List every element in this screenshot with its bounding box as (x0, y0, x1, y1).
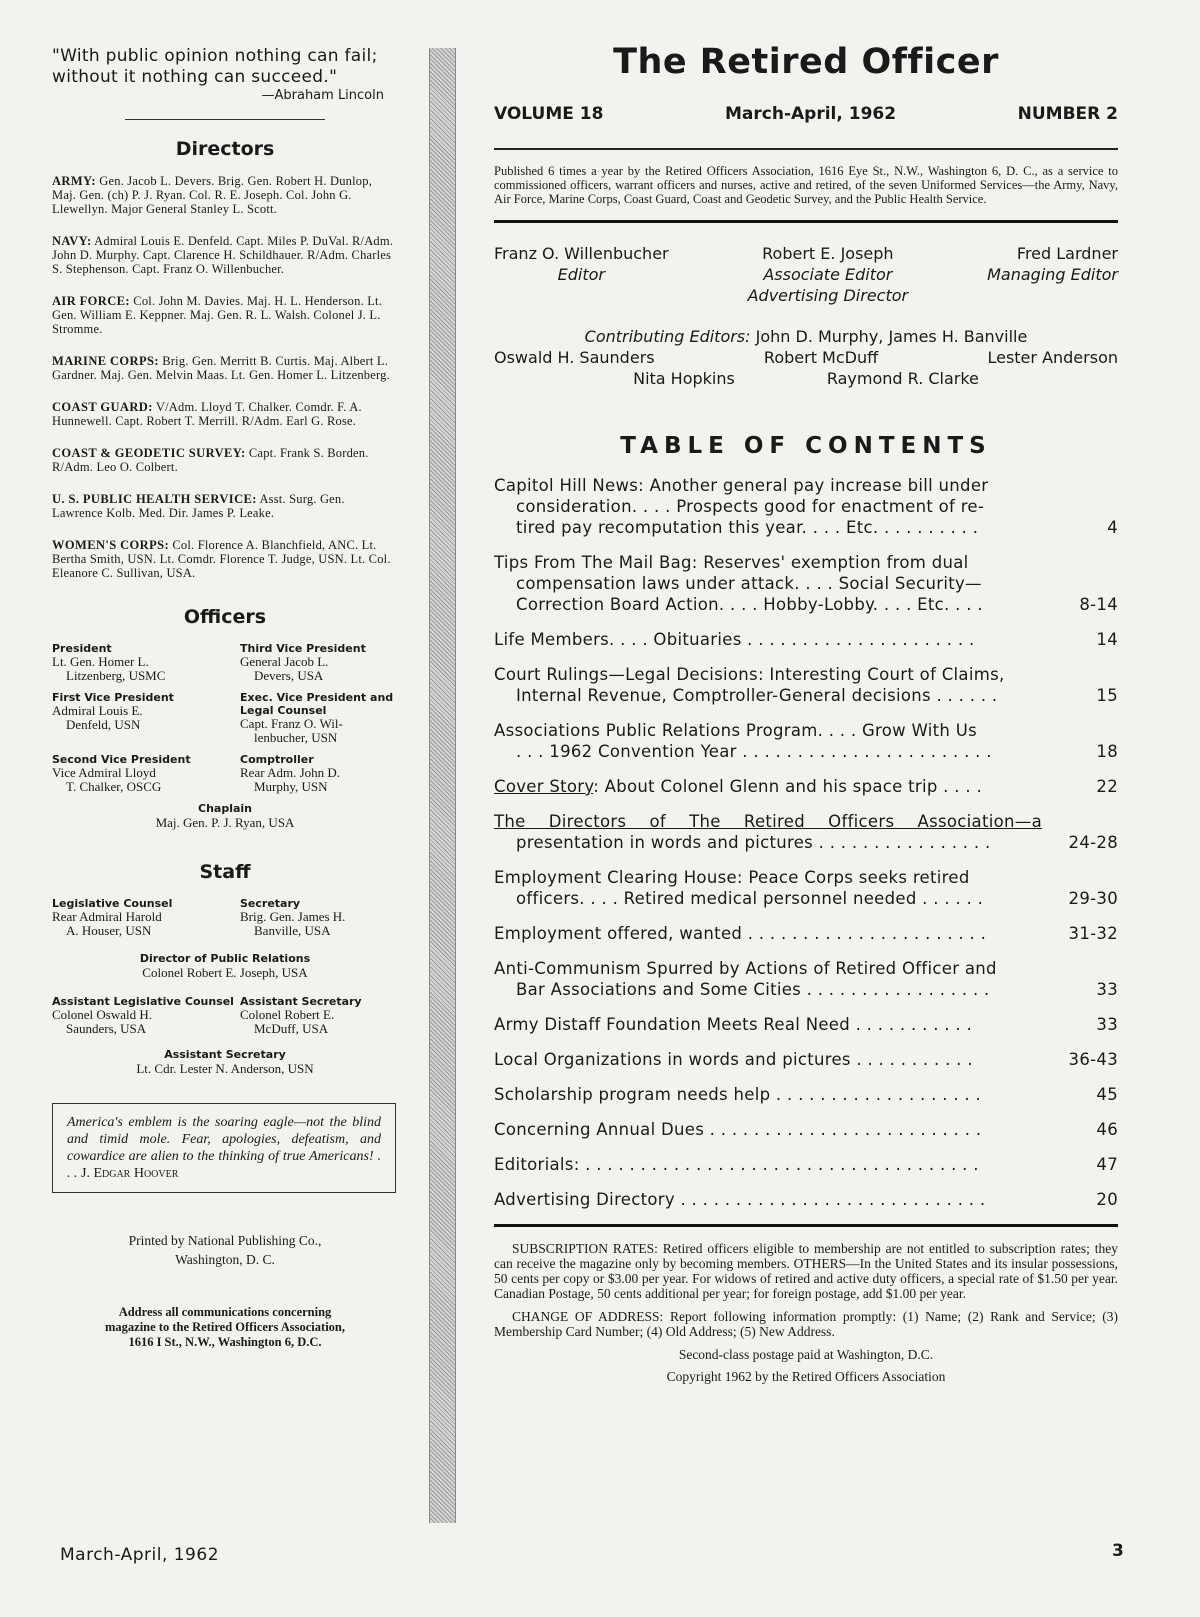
managing-role: Managing Editor (987, 265, 1118, 284)
toc-page-number: 14 (1096, 630, 1118, 649)
officer-name: Admiral Louis E. (52, 703, 143, 718)
subscription-rates: SUBSCRIPTION RATES: Retired officers eligible to membership are not entitled to subscription rates; they can receive the magazine only by becoming members. OTHERS—In the United States and its insular possessions, 50 cents per copy or $3.00 per year. For widows of retired and active duty officers, a special rate of $1.50 per year. Canadian Postage, 50 cents additional per year; for foreign postage, add $1.00 per year. (494, 1241, 1118, 1301)
toc-page-number: 36-43 (1068, 1050, 1118, 1069)
toc-entry-text (494, 811, 1042, 853)
rule (494, 148, 1118, 150)
toc-entry (494, 867, 1118, 909)
issue-line (494, 104, 1118, 124)
toc-entry-text (494, 958, 1042, 1000)
right-column (494, 42, 1118, 1385)
director-group-label: MARINE CORPS: (52, 354, 159, 368)
toc-line: Correction Board Action. . . . Hobby-Lobby. . . . Etc. . . . (516, 595, 983, 614)
toc-line: consideration. . . . Prospects good for enactment of re- (516, 497, 985, 516)
officer-title: First Vice President (52, 691, 174, 704)
footer-date: March-April, 1962 (60, 1545, 220, 1565)
toc-line: Court Rulings—Legal Decisions: Interesting Court of Claims, (494, 665, 1005, 684)
toc-line: Employment Clearing House: Peace Corps seeks retired (494, 868, 970, 887)
toc-page-number: 22 (1096, 777, 1118, 796)
assoc-role: Associate Editor (763, 265, 893, 284)
officer-entry (52, 642, 240, 683)
toc-line: officers. . . . Retired medical personnel needed . . . . . . (516, 889, 984, 908)
toc-page-number: 24-28 (1068, 833, 1118, 852)
address-notice (52, 1305, 398, 1350)
director-group-label: U. S. PUBLIC HEALTH SERVICE: (52, 492, 257, 506)
officer-entry (240, 753, 400, 794)
address-line2: magazine to the Retired Officers Association, (105, 1320, 345, 1334)
director-group (52, 354, 398, 382)
officer-name: Colonel Robert E. (240, 1007, 335, 1022)
contrib-name: Robert McDuff (763, 348, 879, 367)
toc-entry-text (494, 1049, 1042, 1070)
directors-heading: Directors (175, 138, 275, 160)
asst-sec-title: Assistant Secretary (164, 1048, 286, 1061)
assistant-secretary (52, 1048, 398, 1077)
officer-entry (240, 691, 400, 745)
toc-line: compensation laws under attack. . . . Social Security— (516, 574, 982, 593)
toc-line: The Directors of The Retired Officers Association—a (494, 812, 1042, 831)
toc-page-number: 46 (1096, 1120, 1118, 1139)
officer-name: Vice Admiral Lloyd (52, 765, 156, 780)
magazine-title: The Retired Officer (613, 42, 999, 82)
hoover-attribution: Edgar Hoover (93, 1166, 179, 1181)
director-group-names: Brig. Gen. Merritt B. Curtis. Maj. Albert L. Gardner. Maj. Gen. Melvin Maas. Lt. Gen. Homer L. Litzenberg. (52, 354, 390, 382)
toc-line: Cover Story: About Colonel Glenn and his space trip . . . . (494, 777, 982, 796)
contrib-name: Lester Anderson (987, 348, 1118, 367)
toc-page-number: 18 (1096, 742, 1118, 761)
officer-entry (240, 995, 400, 1036)
officer-name: Rear Admiral Harold (52, 909, 162, 924)
toc-page-number: 20 (1096, 1190, 1118, 1209)
director-group (52, 234, 398, 276)
toc-entry-text (494, 1154, 1042, 1175)
toc-page-number: 29-30 (1068, 889, 1118, 908)
toc-entry-text (494, 1014, 1042, 1035)
contributing-editors (494, 326, 1118, 347)
officer-entry (52, 897, 240, 938)
assoc-name: Robert E. Joseph (762, 244, 894, 263)
toc-entry (494, 1084, 1118, 1105)
toc-line: Associations Public Relations Program. . . . Grow With Us (494, 721, 977, 740)
officer-name: Rear Adm. John D. (240, 765, 341, 780)
director-group-names: Asst. Surg. Gen. Lawrence Kolb. Med. Dir. James P. Leake. (52, 492, 345, 520)
officer-entry (52, 753, 240, 794)
director-group-label: ARMY: (52, 174, 96, 188)
contrib-names: John D. Murphy, James H. Banville (755, 327, 1028, 346)
toc-entry-text (494, 1119, 1042, 1140)
contrib-name: Nita Hopkins (633, 369, 735, 388)
toc-line: Advertising Directory . . . . . . . . . . . . . . . . . . . . . . . . . . . . (494, 1190, 986, 1209)
toc-entry-text (494, 664, 1042, 706)
toc-line: tired pay recomputation this year. . . . Etc. . . . . . . . . . (516, 518, 979, 537)
officers-grid (52, 642, 398, 794)
associate-editor (748, 243, 909, 306)
asst-sec-name: Lt. Cdr. Lester N. Anderson, USN (136, 1061, 314, 1076)
left-column (52, 46, 398, 1350)
toc-entry (494, 1119, 1118, 1140)
director-group (52, 294, 398, 336)
rule-thick (494, 220, 1118, 223)
director-group-names: Gen. Jacob L. Devers. Brig. Gen. Robert H. Dunlop, Maj. Gen. (ch) P. J. Ryan. Col. R. E. Joseph. Col. John G. Llewellyn. Major General Stanley L. Scott. (52, 174, 373, 216)
director-group-names: V/Adm. Lloyd T. Chalker. Comdr. F. A. Hunnewell. Capt. Robert T. Merrill. R/Adm. Earl G. Rose. (52, 400, 362, 428)
toc-line: Employment offered, wanted . . . . . . . . . . . . . . . . . . . . . . (494, 924, 987, 943)
editor-role: Editor (557, 265, 605, 284)
toc-entry (494, 475, 1118, 538)
officer-name: Colonel Oswald H. (52, 1007, 153, 1022)
toc-line: Bar Associations and Some Cities . . . . . . . . . . . . . . . . . (516, 980, 990, 999)
officer-name: Denfeld, USN (66, 717, 141, 732)
director-group-names: Capt. Frank S. Borden. R/Adm. Leo O. Colbert. (52, 446, 369, 474)
officer-title: Comptroller (240, 753, 314, 766)
toc-entry (494, 1049, 1118, 1070)
staff-grid (52, 897, 398, 938)
toc-page-number: 31-32 (1068, 924, 1118, 943)
toc-line: Tips From The Mail Bag: Reserves' exemption from dual (494, 553, 969, 572)
toc-line: presentation in words and pictures . . . . . . . . . . . . . . . . (516, 833, 991, 852)
editor-name: Franz O. Willenbucher (494, 244, 669, 263)
director-group (52, 492, 398, 520)
lincoln-quote: "With public opinion nothing can fail; without it nothing can succeed." (52, 46, 378, 87)
officer-name: Capt. Franz O. Wil- (240, 716, 343, 731)
director-group-label: NAVY: (52, 234, 92, 248)
lincoln-attribution: —Abraham Lincoln (261, 88, 384, 103)
staff-heading: Staff (199, 861, 251, 883)
director-group-label: AIR FORCE: (52, 294, 130, 308)
officer-entry (52, 691, 240, 745)
officer-name: McDuff, USA (254, 1021, 329, 1036)
director-group (52, 400, 398, 428)
toc-entry-text (494, 923, 1042, 944)
toc-entry (494, 720, 1118, 762)
toc-entry-text (494, 776, 1042, 797)
toc-line: Internal Revenue, Comptroller-General decisions . . . . . . (516, 686, 998, 705)
toc-heading: TABLE OF CONTENTS (620, 433, 992, 459)
toc-entry-text (494, 720, 1042, 762)
pr-director (52, 952, 398, 981)
chaplain (52, 802, 398, 831)
editor (494, 243, 669, 306)
toc-entry (494, 1014, 1118, 1035)
pr-title: Director of Public Relations (139, 952, 311, 965)
contrib-name: Raymond R. Clarke (826, 369, 979, 388)
staff-grid-2 (52, 995, 398, 1036)
volume: VOLUME 18 (494, 104, 604, 124)
officer-name: T. Chalker, OSCG (66, 779, 162, 794)
toc-page-number: 33 (1096, 1015, 1118, 1034)
address-line1: Address all communications concerning (118, 1305, 332, 1319)
chaplain-title: Chaplain (198, 802, 252, 815)
advertising-role: Advertising Director (747, 286, 909, 305)
officer-name: Banville, USA (254, 923, 331, 938)
toc-line: Editorials: . . . . . . . . . . . . . . . . . . . . . . . . . . . . . . . . . . . . (494, 1155, 979, 1174)
officer-title: Exec. Vice President and Legal Counsel (240, 691, 394, 717)
address-line3: 1616 I St., N.W., Washington 6, D.C. (128, 1335, 322, 1349)
toc-line: Scholarship program needs help . . . . . . . . . . . . . . . . . . . (494, 1085, 982, 1104)
officer-name: Litzenberg, USMC (66, 668, 166, 683)
toc-entry-text (494, 475, 1042, 538)
editors-row (494, 243, 1118, 306)
directors-list (52, 174, 398, 580)
officer-name: General Jacob L. (240, 654, 329, 669)
divider-rule (125, 119, 325, 120)
printed-by (52, 1231, 398, 1269)
toc-entry-text (494, 629, 1042, 650)
officers-heading: Officers (183, 606, 267, 628)
issue-number: NUMBER 2 (1017, 104, 1118, 124)
toc-line: Anti-Communism Spurred by Actions of Retired Officer and (494, 959, 997, 978)
toc-entry (494, 1154, 1118, 1175)
toc-page-number: 33 (1096, 980, 1118, 999)
officer-title: Assistant Secretary (240, 995, 362, 1008)
change-of-address: CHANGE OF ADDRESS: Report following information promptly: (1) Name; (2) Rank and Service; (3) Membership Card Number; (4) Old Address; (5) New Address. (494, 1309, 1118, 1339)
toc-page-number: 45 (1096, 1085, 1118, 1104)
officer-name: Saunders, USA (66, 1021, 147, 1036)
officer-name: A. Houser, USN (66, 923, 152, 938)
hoover-quote: America's emblem is the soaring eagle—not the blind and timid mole. Fear, apologies, defeatism, and cowardice are alien to the thinking of true Americans! . . . (67, 1115, 381, 1181)
director-group (52, 538, 398, 580)
officer-title: Secretary (240, 897, 301, 910)
toc-page-number: 8-14 (1079, 595, 1118, 614)
director-group-names: Admiral Louis E. Denfeld. Capt. Miles P. DuVal. R/Adm. John D. Murphy. Capt. Clarence H. Schildhauer. R/Adm. Charles S. Stephenson. Capt. Franz O. Willenbucher. (52, 234, 394, 276)
officer-name: Lt. Gen. Homer L. (52, 654, 149, 669)
director-group-names: Col. Florence A. Blanchfield, ANC. Lt. Bertha Smith, USN. Lt. Comdr. Florence T. Judge, USN. Lt. Col. Eleanore C. Sullivan, USA. (52, 538, 391, 580)
toc-line: Concerning Annual Dues . . . . . . . . . . . . . . . . . . . . . . . . . (494, 1120, 982, 1139)
contrib-row (494, 347, 1118, 368)
toc-entry-text (494, 552, 1042, 615)
issue-date: March-April, 1962 (725, 104, 897, 124)
publication-statement: Published 6 times a year by the Retired Officers Association, 1616 Eye St., N.W., Washington 6, D. C., as a service to commissioned officers, warrant officers and nurses, active and retired, of the seven Uniformed Services—the Army, Navy, Air Force, Marine Corps, Coast Guard, Coast and Geodetic Survey, and the Public Health Service. (494, 164, 1118, 206)
toc-page-number: 15 (1096, 686, 1118, 705)
contrib-row-2 (494, 368, 1118, 389)
toc-list (494, 475, 1118, 1210)
toc-line: Army Distaff Foundation Meets Real Need . . . . . . . . . . . (494, 1015, 973, 1034)
officer-name: Devers, USA (254, 668, 324, 683)
officer-title: President (52, 642, 112, 655)
toc-entry (494, 958, 1118, 1000)
toc-entry-text (494, 867, 1042, 909)
toc-entry (494, 923, 1118, 944)
toc-page-number: 4 (1107, 518, 1118, 537)
printed-by-line1: Printed by National Publishing Co., (128, 1233, 322, 1248)
toc-entry (494, 664, 1118, 706)
officer-name: Murphy, USN (254, 779, 328, 794)
rule-thick (494, 1224, 1118, 1227)
toc-entry (494, 1189, 1118, 1210)
contrib-name: Oswald H. Saunders (494, 348, 655, 367)
toc-line: . . . 1962 Convention Year . . . . . . . . . . . . . . . . . . . . . . . (516, 742, 992, 761)
director-group (52, 446, 398, 474)
toc-line: Life Members. . . . Obituaries . . . . . . . . . . . . . . . . . . . . . (494, 630, 975, 649)
director-group-label: COAST GUARD: (52, 400, 153, 414)
toc-entry (494, 776, 1118, 797)
hoover-quote-box: America's emblem is the soaring eagle—not the blind and timid mole. Fear, apologies, defeatism, and cowardice are alien to the thinking of true Americans! . . . J. Edgar Hoover (52, 1103, 396, 1193)
toc-entry-text (494, 1084, 1042, 1105)
postage-notice: Second-class postage paid at Washington, D.C. (678, 1347, 934, 1362)
officer-entry (240, 897, 400, 938)
director-group-names: Col. John M. Davies. Maj. H. L. Henderson. Lt. Gen. William E. Keppner. Maj. Gen. R. L. Walsh. Colonel J. L. Stromme. (52, 294, 383, 336)
column-divider-bar (429, 48, 456, 1523)
director-group (52, 174, 398, 216)
toc-entry-text (494, 1189, 1042, 1210)
toc-line: Local Organizations in words and pictures . . . . . . . . . . . (494, 1050, 973, 1069)
chaplain-name: Maj. Gen. P. J. Ryan, USA (155, 815, 295, 830)
officer-title: Second Vice President (52, 753, 191, 766)
pr-name: Colonel Robert E. Joseph, USA (142, 965, 308, 980)
officer-name: lenbucher, USN (254, 730, 338, 745)
toc-entry (494, 629, 1118, 650)
officer-title: Legislative Counsel (52, 897, 173, 910)
toc-entry (494, 552, 1118, 615)
managing-editor (987, 243, 1118, 306)
officer-entry (52, 995, 240, 1036)
page-number: 3 (1112, 1541, 1124, 1561)
contrib-label: Contributing Editors: (584, 327, 751, 346)
officer-title: Assistant Legislative Counsel (52, 995, 234, 1008)
copyright: Copyright 1962 by the Retired Officers Association (666, 1369, 946, 1384)
toc-line: Capitol Hill News: Another general pay increase bill under (494, 476, 989, 495)
toc-page-number: 47 (1096, 1155, 1118, 1174)
director-group-label: WOMEN'S CORPS: (52, 538, 170, 552)
director-group-label: COAST & GEODETIC SURVEY: (52, 446, 246, 460)
officer-entry (240, 642, 400, 683)
toc-entry (494, 811, 1118, 853)
officer-name: Brig. Gen. James H. (240, 909, 346, 924)
managing-name: Fred Lardner (1016, 244, 1118, 263)
officer-title: Third Vice President (240, 642, 366, 655)
printed-by-line2: Washington, D. C. (175, 1252, 275, 1267)
